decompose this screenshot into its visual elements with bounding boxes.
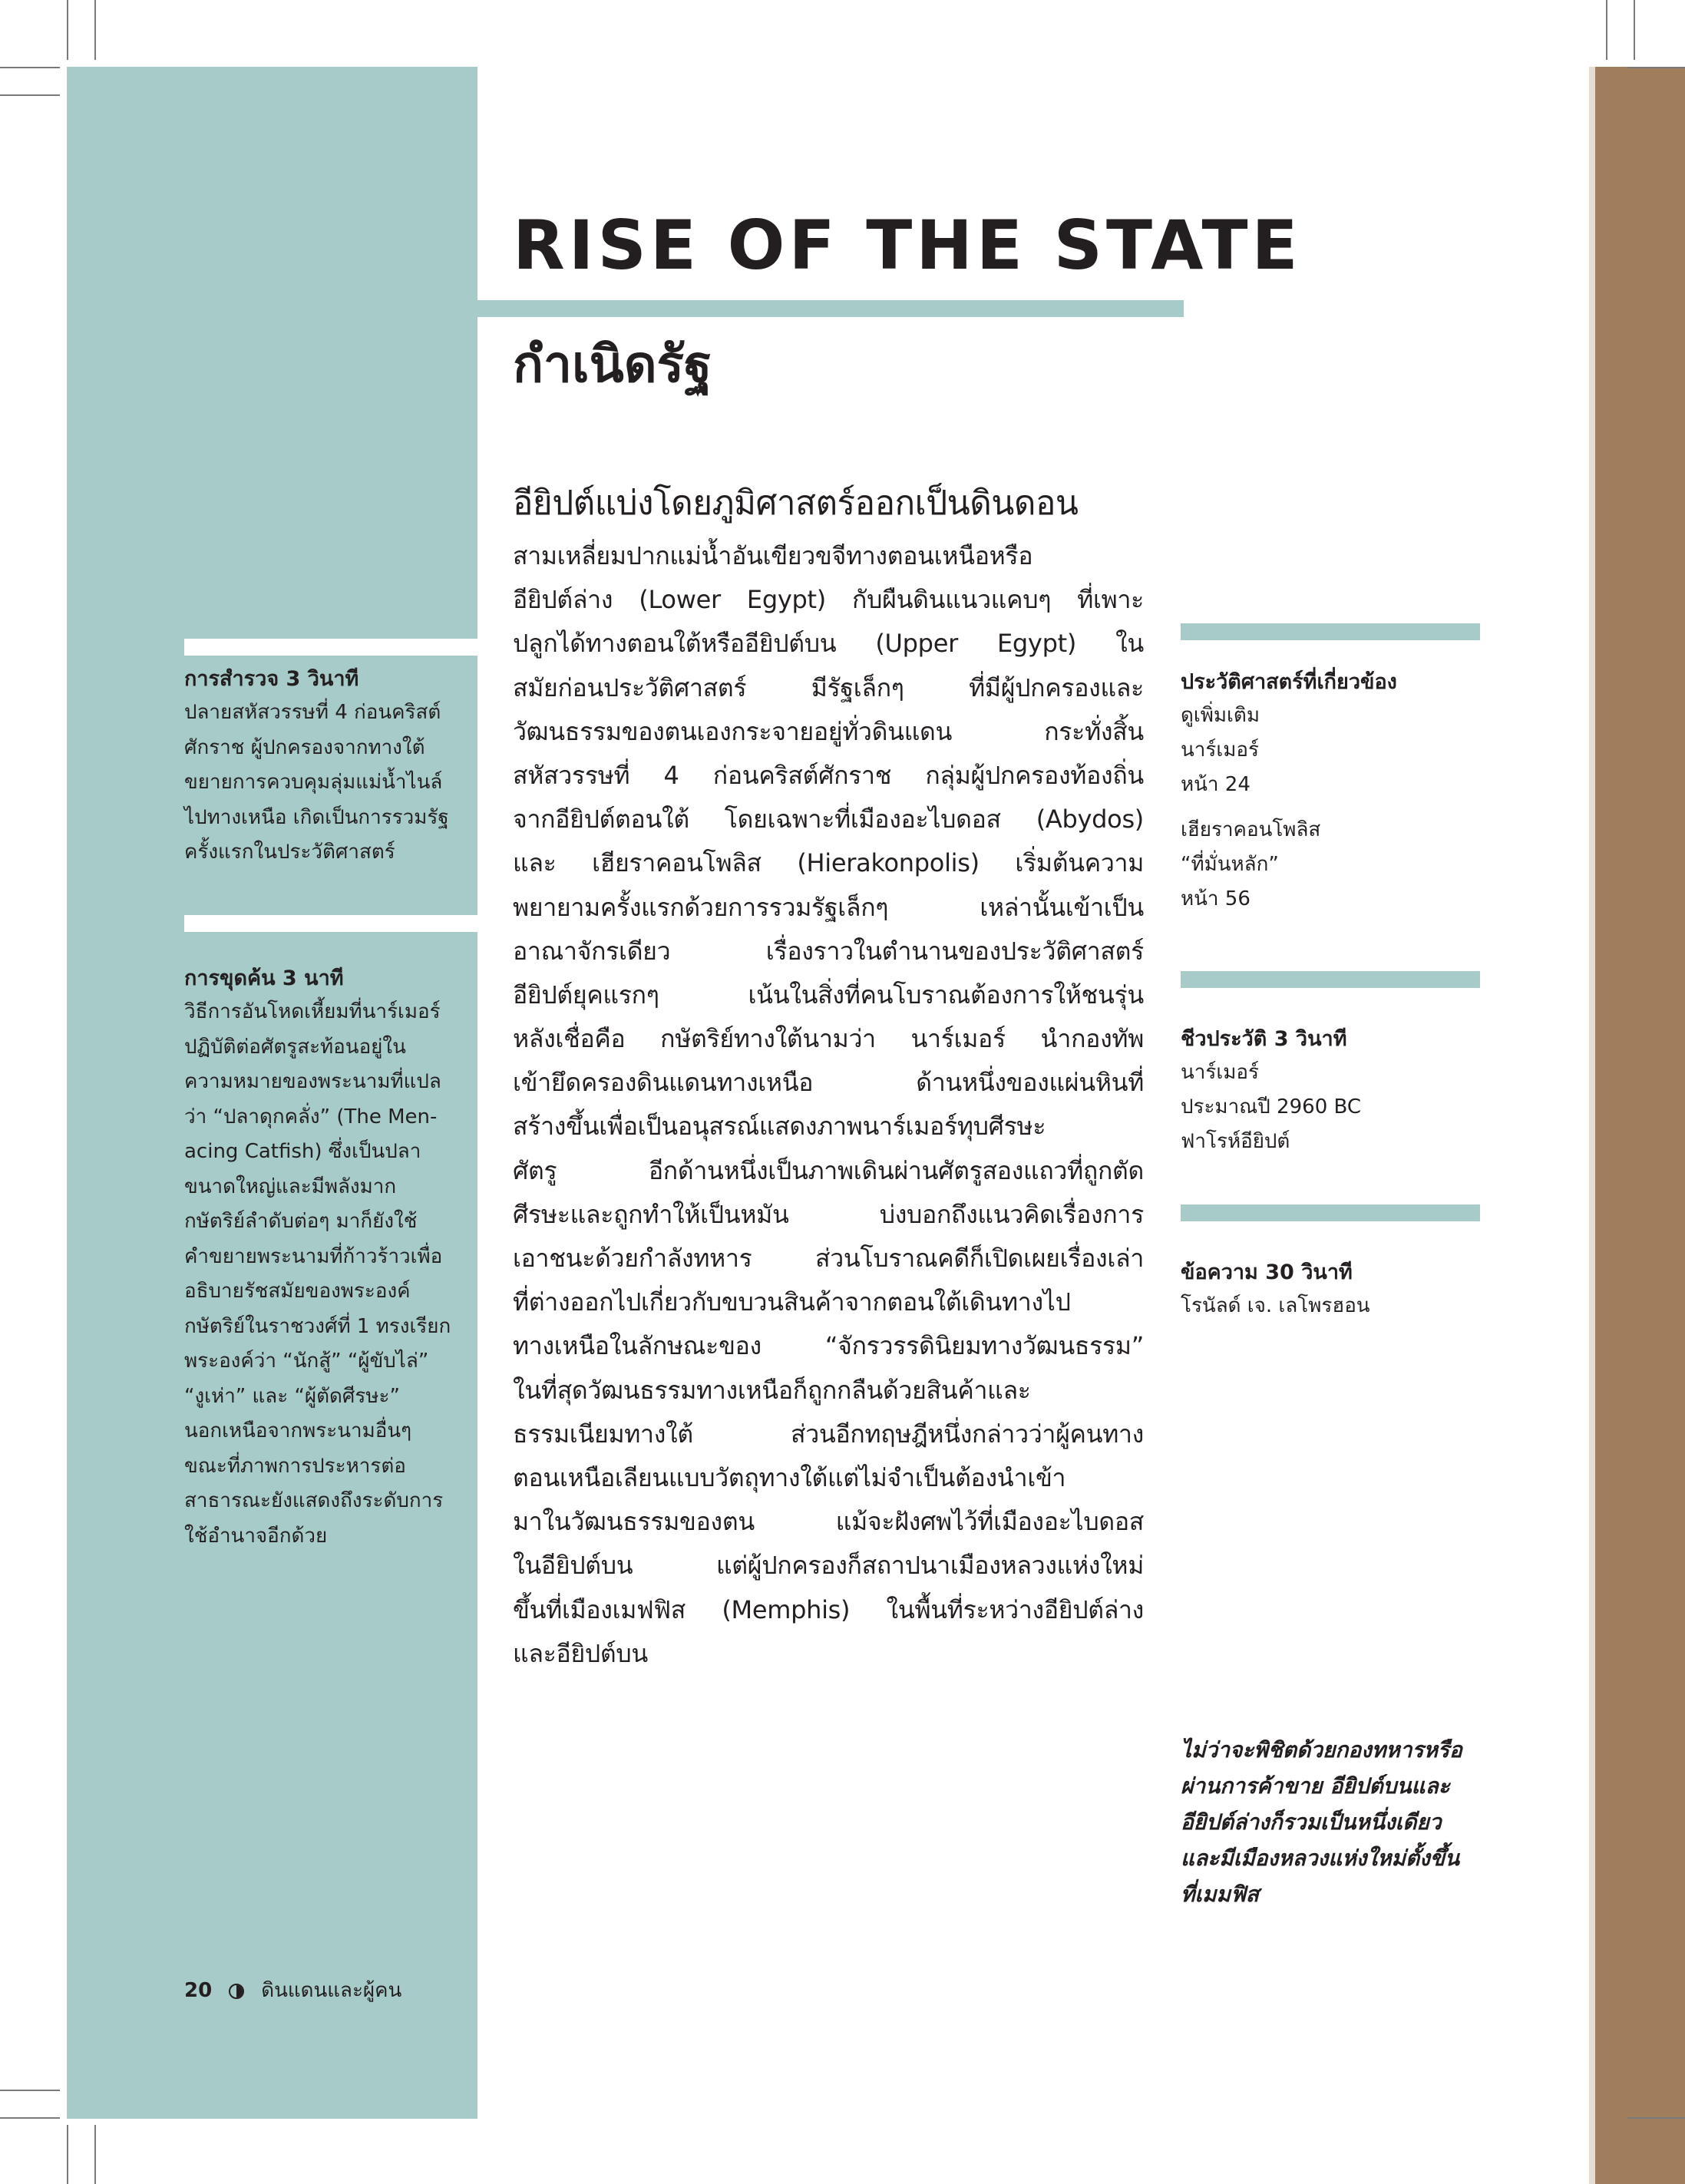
body-line: ปลูกได้ทางตอนใต้หรืออียิปต์บน (Upper Egypt) ใน <box>513 629 1144 659</box>
body-line: ในที่สุดวัฒนธรรมทางเหนือก็ถูกกลืนด้วยสินค้าและ <box>513 1375 1031 1405</box>
body-line: อียิปต์ล่าง (Lower Egypt) กับผืนดินแนวแคบๆ ที่เพาะ <box>513 585 1144 615</box>
related-entry-page: หน้า 56 <box>1181 887 1251 910</box>
sidebar-box-line: นอกเหนือจากพระนามอื่นๆ <box>184 1419 412 1442</box>
body-line: ในอียิปต์บน แต่ผู้ปกครองก็สถาปนาเมืองหลวงแห่งใหม่ <box>513 1551 1144 1581</box>
sidebar-box-title: การขุดค้น 3 นาที <box>184 966 344 990</box>
sidebar-box-line: สาธารณะยังแสดงถึงระดับการ <box>184 1489 444 1512</box>
biography-line: ฟาโรห์อียิปต์ <box>1181 1130 1290 1153</box>
body-line: เอาชนะด้วยกำลังทหาร ส่วนโบราณคดีก็เปิดเผยเรื่องเล่า <box>513 1244 1144 1273</box>
sidebar-box-line: ขนาดใหญ่และมีพลังมาก <box>184 1175 397 1198</box>
related-entry-name: นาร์เมอร์ <box>1181 738 1259 762</box>
sidebar-box-line: ขณะที่ภาพการประหารต่อ <box>184 1454 406 1478</box>
body-line: และ เฮียราคอนโพลิส (Hierakonpolis) เริ่มต้นความ <box>513 848 1144 878</box>
sidebar-box-line: ไปทางเหนือ เกิดเป็นการรวมรัฐ <box>184 805 449 829</box>
page-number: 20 <box>184 1979 213 2002</box>
sidebar-box-line: ปลายสหัสวรรษที่ 4 ก่อนคริสต์ <box>184 701 441 724</box>
sidebar-box-line: “งูเห่า” และ “ผู้ตัดศีรษะ” <box>184 1384 400 1408</box>
pull-quote-line: และมีเมืองหลวงแห่งใหม่ตั้งขึ้น <box>1181 1845 1460 1871</box>
sidebar-box-line: ความหมายของพระนามที่แปล <box>184 1070 441 1093</box>
page-title-thai: กำเนิดรัฐ <box>513 335 712 394</box>
right-column-rule <box>1181 623 1480 640</box>
body-line: พยายามครั้งแรกด้วยการรวมรัฐเล็กๆ เหล่านั้นเข้าเป็น <box>513 892 1144 922</box>
body-line: ขึ้นที่เมืองเมฟฟิส (Memphis) ในพื้นที่ระหว่างอียิปต์ล่าง <box>513 1594 1144 1624</box>
pull-quote-line: ผ่านการค้าขาย อียิปต์บนและ <box>1181 1773 1450 1799</box>
body-line: ศัตรู อีกด้านหนึ่งเป็นภาพเดินผ่านศัตรูสองแถวที่ถูกตัด <box>513 1155 1144 1185</box>
body-line: สมัยก่อนประวัติศาสตร์ มีรัฐเล็กๆ ที่มีผู้ปกครองและ <box>513 672 1144 702</box>
page-footer <box>184 1974 401 2006</box>
body-line: ตอนเหนือเลียนแบบวัตถุทางใต้แต่ไม่จำเป็นต้องนำเข้า <box>513 1462 1066 1492</box>
crop-mark <box>1627 2117 1685 2119</box>
biography-title: ชีวประวัติ 3 วินาที <box>1181 1027 1347 1051</box>
related-entry-page: หน้า 24 <box>1181 773 1251 796</box>
crop-mark <box>1627 67 1685 68</box>
sidebar-box-line: ศักราช ผู้ปกครองจากทางใต้ <box>184 735 425 759</box>
body-line: หลังเชื่อคือ กษัตริย์ทางใต้นามว่า นาร์เมอร์ นำกองทัพ <box>513 1024 1144 1054</box>
body-line: ศีรษะและถูกทำให้เป็นหมัน บ่งบอกถึงแนวคิดเรื่องการ <box>513 1199 1144 1229</box>
sidebar-box-line: acing Catfish) ซึ่งเป็นปลา <box>184 1140 421 1163</box>
pull-quote <box>1181 1732 1488 1912</box>
crop-mark <box>67 0 68 60</box>
crop-mark <box>94 0 96 60</box>
entry-spacer <box>1181 802 1488 813</box>
section-name: ดินแดนและผู้คน <box>261 1979 402 2002</box>
thirty-second-text-box <box>1181 1257 1488 1323</box>
three-second-biography-box <box>1181 1023 1488 1159</box>
body-line: เข้ายึดครองดินแดนทางเหนือ ด้านหนึ่งของแผ่นหินที่ <box>513 1068 1144 1098</box>
sidebar-box-line: กษัตริย์ลำดับต่อๆ มาก็ยังใช้ <box>184 1210 418 1233</box>
body-line: สามเหลี่ยมปากแม่น้ำอันเขียวขจีทางตอนเหนือหรือ <box>513 541 1033 570</box>
sidebar-box-line: ปฏิบัติต่อศัตรูสะท้อนอยู่ใน <box>184 1035 406 1059</box>
pull-quote-line: ที่เมมฟิส <box>1181 1882 1259 1907</box>
sidebar-box-line: กษัตริย์ในราชวงศ์ที่ 1 ทรงเรียก <box>184 1314 451 1338</box>
right-column-rule <box>1181 1204 1480 1221</box>
sidebar-box-line: ครั้งแรกในประวัติศาสตร์ <box>184 841 395 864</box>
sidebar-box-line: คำขยายพระนามที่ก้าวร้าวเพื่อ <box>184 1244 443 1268</box>
body-line: ที่ต่างออกไปเกี่ยวกับขบวนสินค้าจากตอนใต้เดินทางไป <box>513 1287 1071 1317</box>
page-title-english: RISE OF THE STATE <box>513 206 1302 285</box>
sidebar-box-line: ว่า “ปลาดุกคลั่ง” (The Men- <box>184 1105 438 1128</box>
body-line: ธรรมเนียมทางใต้ ส่วนอีกทฤษฎีหนึ่งกล่าวว่าผู้คนทาง <box>513 1419 1144 1449</box>
sidebar-box-line: วิธีการอันโหดเหี้ยมที่นาร์เมอร์ <box>184 1000 441 1023</box>
biography-line: นาร์เมอร์ <box>1181 1061 1259 1084</box>
body-line: อาณาจักรเดียว เรื่องราวในตำนานของประวัติศาสตร์ <box>513 936 1144 966</box>
thirty-second-text-title: ข้อความ 30 วินาที <box>1181 1261 1353 1284</box>
page-edge-brown <box>1595 67 1685 2184</box>
sidebar-box-line: ขยายการควบคุมลุ่มแม่น้ำไนล์ <box>184 771 443 794</box>
body-line: วัฒนธรรมของตนเองกระจายอยู่ทั่วดินแดน กระทั่งสิ้น <box>513 716 1144 746</box>
biography-line: ประมาณปี 2960 BC <box>1181 1095 1362 1118</box>
sidebar-box-line: ใช้อำนาจอีกด้วย <box>184 1524 328 1548</box>
body-lead-line: อียิปต์แบ่งโดยภูมิศาสตร์ออกเป็นดินดอน <box>513 484 1079 523</box>
sidebar-box-title: การสำรวจ 3 วินาที <box>184 667 359 691</box>
body-line: มาในวัฒนธรรมของตน แม้จะฝังศพไว้ที่เมืองอะไบดอส <box>513 1507 1144 1537</box>
right-column-rule <box>1181 971 1480 988</box>
sidebar-rule <box>184 639 477 656</box>
body-line: และอียิปต์บน <box>513 1638 648 1668</box>
body-line: จากอียิปต์ตอนใต้ โดยเฉพาะที่เมืองอะไบดอส (Abydos) <box>513 805 1144 834</box>
crop-mark <box>0 2090 60 2091</box>
half-circle-icon <box>229 1984 244 1999</box>
body-line: ทางเหนือในลักษณะของ “จักรวรรดินิยมทางวัฒนธรรม” <box>513 1331 1144 1361</box>
title-underline-rule <box>477 300 1184 317</box>
see-also-label: ดูเพิ่มเติม <box>1181 704 1260 727</box>
related-entry-name: เฮียราคอนโพลิส <box>1181 818 1321 841</box>
sidebar-box-three-second-survey <box>184 663 468 871</box>
crop-mark <box>0 2117 60 2119</box>
related-history-title: ประวัติศาสตร์ที่เกี่ยวข้อง <box>1181 670 1397 694</box>
pull-quote-line: ไม่ว่าจะพิชิตด้วยกองทหารหรือ <box>1181 1737 1462 1763</box>
crop-mark <box>67 2125 68 2184</box>
related-history-box <box>1181 666 1488 917</box>
sidebar-rule <box>184 915 477 932</box>
sidebar-box-three-minute-dig <box>184 963 468 1554</box>
pull-quote-line: อียิปต์ล่างก็รวมเป็นหนึ่งเดียว <box>1181 1809 1442 1835</box>
sidebar-box-line: พระองค์ว่า “นักสู้” “ผู้ขับไล่” <box>184 1350 429 1373</box>
body-line: สร้างขึ้นเพื่อเป็นอนุสรณ์แสดงภาพนาร์เมอร์ทุบศีรษะ <box>513 1112 1046 1142</box>
body-line: อียิปต์ยุคแรกๆ เน้นในสิ่งที่คนโบราณต้องการให้ชนรุ่น <box>513 980 1144 1009</box>
thirty-second-text-author: โรนัลด์ เจ. เลโพรฮอน <box>1181 1294 1370 1317</box>
crop-mark <box>0 94 60 96</box>
body-line: สหัสวรรษที่ 4 ก่อนคริสต์ศักราช กลุ่มผู้ปกครองท้องถิ่น <box>513 760 1144 790</box>
crop-mark <box>94 2125 96 2184</box>
related-entry-name: “ที่มั่นหลัก” <box>1181 853 1279 876</box>
main-body-text <box>513 477 1144 1676</box>
crop-mark <box>1606 0 1607 60</box>
sidebar-box-line: อธิบายรัชสมัยของพระองค์ <box>184 1280 411 1303</box>
crop-mark <box>1634 0 1635 60</box>
crop-mark <box>0 67 60 68</box>
